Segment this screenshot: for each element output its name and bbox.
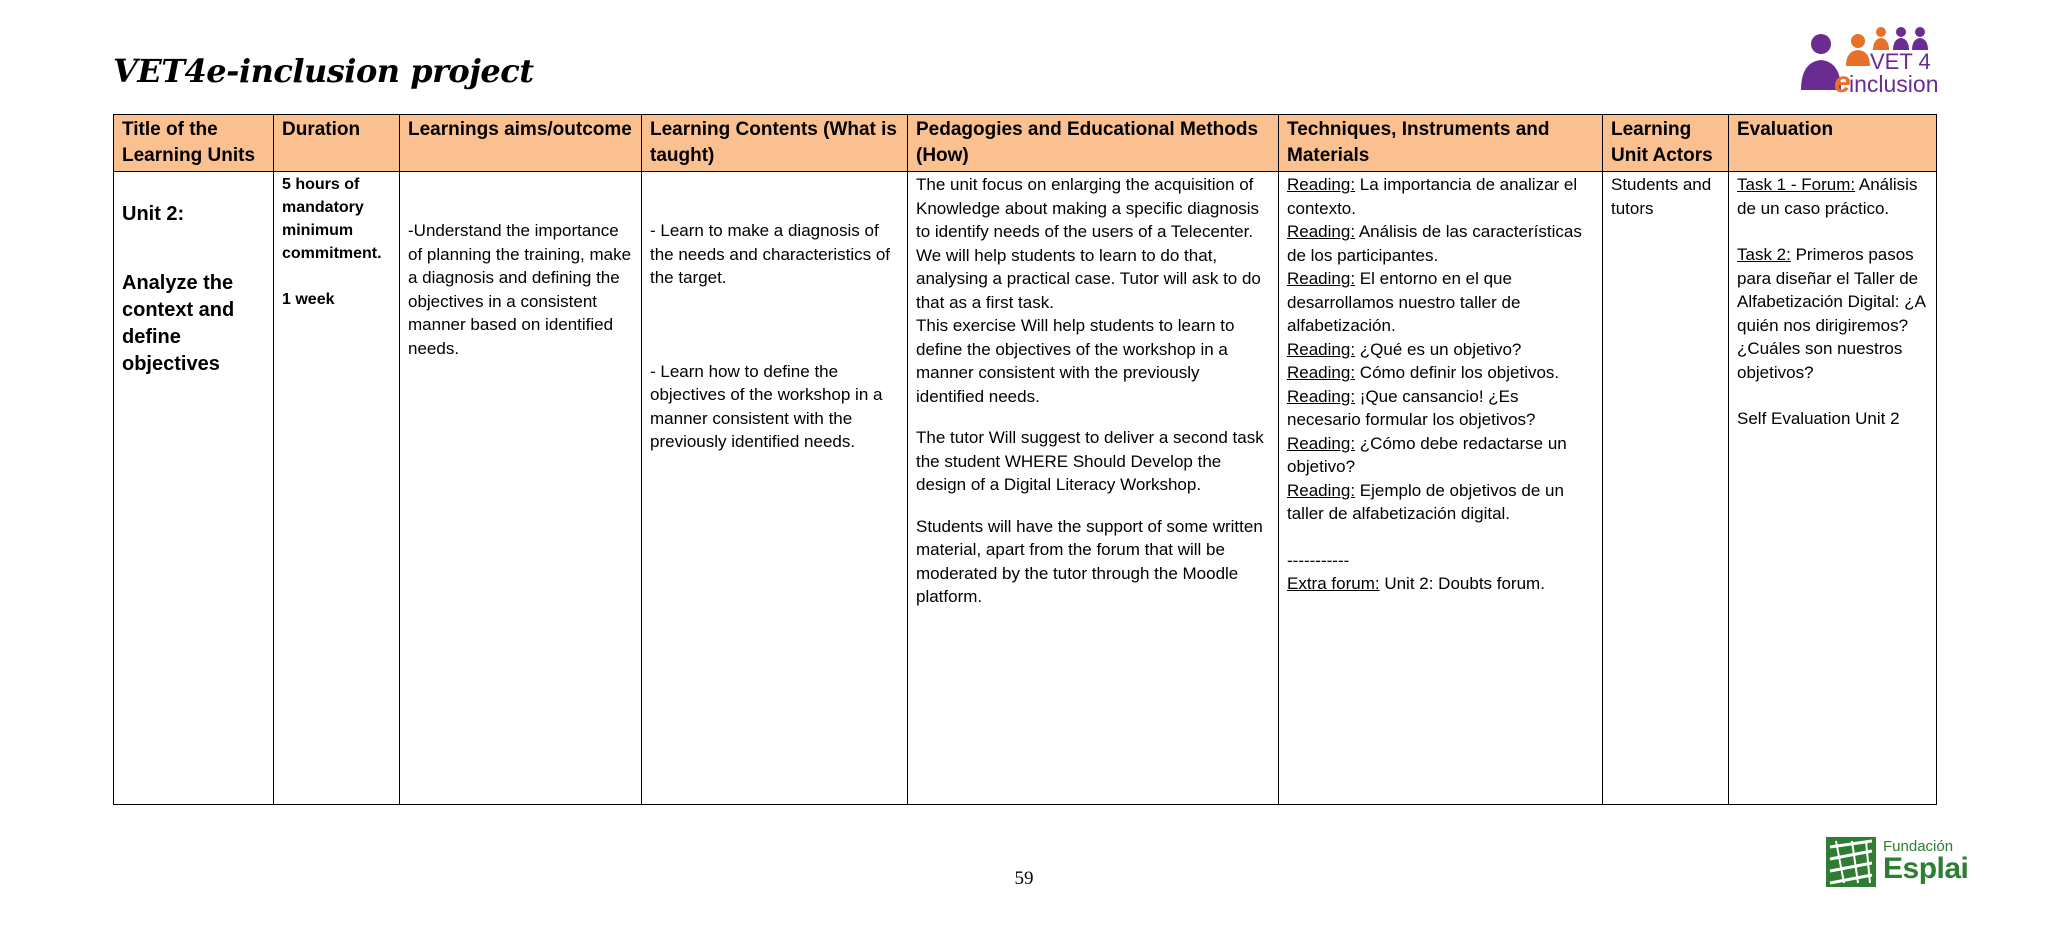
reading-text: ¿Qué es un objetivo? [1355, 339, 1522, 359]
unit-name: Analyze the context and define objectives [122, 272, 235, 375]
reading-label: Reading: [1287, 339, 1356, 359]
contents-objectives: - Learn how to define the objectives of the workshop in a manner consistent with the previously identified needs. [650, 361, 883, 451]
reading-text: Ejemplo de objetivos de un taller de alfabetización digital. [1287, 480, 1564, 523]
reading-item [1287, 479, 1594, 526]
header-duration: Duration [274, 115, 400, 172]
header-title: Title of the Learning Units [114, 115, 274, 172]
reading-text: La importancia de analizar el contexto. [1287, 175, 1578, 218]
cell-contents [642, 172, 908, 805]
reading-item [1287, 385, 1594, 432]
self-evaluation: Self Evaluation Unit 2 [1737, 409, 1900, 428]
reading-item [1287, 267, 1594, 338]
unit-label: Unit 2: [122, 203, 185, 225]
footer-logo-line2: Esplai [1883, 852, 1969, 885]
task-2-label: Task 2: [1737, 245, 1791, 264]
cell-techniques [1279, 172, 1603, 805]
reading-label: Reading: [1287, 269, 1356, 288]
reading-item [1287, 173, 1594, 220]
header-techniques: Techniques, Instruments and Materials [1279, 115, 1603, 172]
reading-label: Reading: [1287, 433, 1356, 453]
duration-hours: 5 hours of mandatory minimum commitment. [282, 176, 382, 262]
header-aims: Learnings aims/outcome [400, 115, 642, 172]
header-evaluation: Evaluation [1729, 115, 1937, 172]
task-1-label: Task 1 - Forum: [1737, 175, 1856, 194]
cell-actors: Students and tutors [1603, 172, 1729, 805]
task-1-text: Análisis de un caso práctico. [1737, 175, 1918, 218]
cell-aims [400, 172, 642, 805]
header-actors: Learning Unit Actors [1603, 115, 1729, 172]
cell-duration [274, 172, 400, 805]
extra-forum-label: Extra forum: [1287, 574, 1380, 593]
extra-forum-text: Unit 2: Doubts forum. [1379, 574, 1545, 593]
reading-item [1287, 432, 1594, 479]
reading-item [1287, 361, 1594, 385]
vet4-einclusion-logo [1796, 24, 1941, 96]
logo-text-e: e [1834, 66, 1851, 96]
cell-unit-title [114, 172, 274, 805]
reading-text: Cómo definir los objetivos. [1355, 363, 1560, 382]
footer-logo-line1: Fundación [1883, 838, 1954, 855]
pedagogy-paragraph: The unit focus on enlarging the acquisition of Knowledge about making a specific diagnosis to identify needs of the users of a Telecenter. We will help students to learn to do that, analysing a practical case. Tutor will ask to do that as a first task. [916, 175, 1261, 312]
separator-line: ----------- [1287, 550, 1350, 570]
extra-forum [1287, 572, 1594, 596]
reading-text: ¿Cómo debe redactarse un objetivo? [1287, 433, 1567, 476]
fundacion-esplai-logo [1826, 836, 1969, 888]
reading-label: Reading: [1287, 386, 1356, 406]
document-title: VET4e-inclusion project [113, 52, 534, 90]
reading-item [1287, 338, 1594, 362]
page-number: 59 [1014, 868, 1034, 889]
aims-text: -Understand the importance of planning the training, make a diagnosis and defining the objectives in a consistent manner based on identified needs. [408, 221, 632, 358]
logo-text-bottom: inclusion [1849, 71, 1939, 96]
task-1 [1737, 173, 1928, 220]
reading-label: Reading: [1287, 480, 1356, 500]
contents-diagnosis: - Learn to make a diagnosis of the needs and characteristics of the target. [650, 221, 891, 287]
table-row [114, 172, 1937, 805]
reading-text: Análisis de las características de los participantes. [1287, 222, 1582, 265]
logo-text-top: VET 4 [1870, 49, 1931, 74]
learning-units-table [113, 114, 1937, 805]
reading-text: El entorno en el que desarrollamos nuestro taller de alfabetización. [1287, 269, 1521, 335]
cell-evaluation [1729, 172, 1937, 805]
task-2-text: Primeros pasos para diseñar el Taller de Alfabetización Digital: ¿A quién nos dirigiremos? ¿Cuáles son nuestros objetivos? [1737, 245, 1926, 382]
esplai-mark-icon [1826, 837, 1876, 887]
pedagogy-paragraph: The tutor Will suggest to deliver a second task the student WHERE Should Develop the design of a Digital Literacy Workshop. [916, 428, 1264, 494]
reading-item [1287, 220, 1594, 267]
duration-week: 1 week [282, 291, 335, 308]
pedagogy-paragraph: This exercise Will help students to learn to define the objectives of the workshop in a manner consistent with the previously identified needs. [916, 316, 1235, 406]
table-header-row [114, 115, 1937, 172]
reading-label: Reading: [1287, 222, 1356, 241]
reading-label: Reading: [1287, 175, 1356, 194]
header-contents: Learning Contents (What is taught) [642, 115, 908, 172]
header-pedagogies: Pedagogies and Educational Methods (How) [908, 115, 1279, 172]
pedagogy-paragraph: Students will have the support of some written material, apart from the forum that will be moderated by the tutor through the Moodle platform. [916, 516, 1263, 606]
cell-pedagogies [908, 172, 1279, 805]
reading-label: Reading: [1287, 363, 1356, 382]
reading-text: ¡Que cansancio! ¿Es necesario formular los objetivos? [1287, 386, 1536, 429]
task-2 [1737, 243, 1928, 384]
